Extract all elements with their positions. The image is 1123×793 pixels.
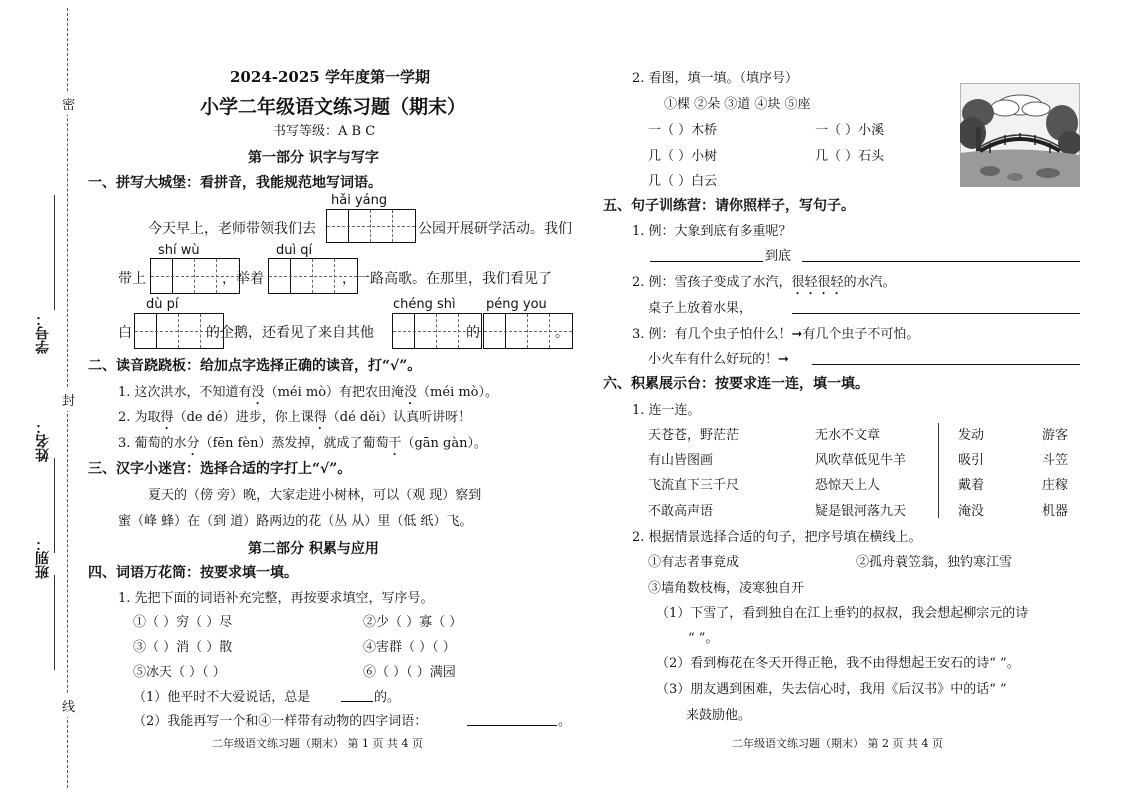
q1-s2a: 带上 (118, 271, 146, 287)
q4-idiom-5[interactable]: ⑤冰天（ ）（ ） (133, 665, 226, 680)
match-left-3[interactable]: 飞流直下三千尺 (648, 478, 740, 493)
q4-fill1-text: （1）他平时不大爱说话，总是 (133, 690, 311, 705)
q4b-fill-tree[interactable]: 几（ ）小树 (648, 149, 718, 164)
q6-sub2: 2. 根据情景选择合适的句子，把序号填在横线上。 (632, 530, 922, 545)
seal-feng: 封 (62, 388, 75, 411)
q2-line1: 1. 这次洪水，不知道有没（méi mò）有把农田淹没（méi mò）。 (118, 385, 499, 400)
q6-situation-3[interactable]: （3）朋友遇到困难，失去信心时，我用《后汉书》中的话“ ” (656, 682, 1007, 697)
q5-fill2-prefix: 桌子上放着水果， (648, 301, 753, 316)
match-mid-2[interactable]: 风吹草低见牛羊 (815, 453, 907, 468)
q6-sub1: 1. 连一连。 (632, 403, 701, 418)
q5-fill1-blank-a[interactable] (650, 261, 763, 262)
q4-idiom-2[interactable]: ②少（ ）寡（ ） (363, 615, 463, 630)
q4b-fill-stream[interactable]: 一（ ）小溪 (815, 123, 885, 138)
q2-title: 二、读音跷跷板：给加点字选择正确的读音，打“√”。 (88, 358, 422, 374)
q4-fill2-blank[interactable] (467, 725, 557, 726)
q5-fill1-blank-b[interactable] (802, 261, 1080, 262)
q5-example3: 3. 例：有几个虫子怕什么！➞有几个虫子不可怕。 (632, 327, 920, 342)
pinyin-dupi: dù pí (146, 297, 179, 312)
q4b-fill-bridge[interactable]: 一（ ）木桥 (648, 123, 718, 138)
q6-option-1: ①有志者事竟成 (648, 555, 740, 570)
q6-situation-2[interactable]: （2）看到梅花在冬天开得正艳，我不由得想起王安石的诗“ ”。 (656, 656, 1020, 671)
match-r1-1[interactable]: 发动 (958, 428, 985, 443)
q5-title: 五、句子训练营：请你照样子，写句子。 (603, 198, 855, 214)
bridge-illustration (960, 83, 1080, 187)
match-left-1[interactable]: 天苍苍，野茫茫 (648, 428, 740, 443)
name-label: 姓名： (35, 420, 51, 462)
q4-idiom-1[interactable]: ①（ ）穷（ ）尽 (133, 615, 233, 630)
q6-title: 六、积累展示台：按要求连一连，填一填。 (603, 376, 869, 392)
q4-idiom-4[interactable]: ④害群（ ）（ ） (363, 640, 456, 655)
pinyin-pengyou: péng you (486, 297, 547, 312)
q3-line1: 夏天的（傍 旁）晚，大家走进小树林，可以（观 现）察到 (148, 488, 482, 503)
q1-s1b: 公园开展研学活动。我们 (418, 221, 572, 237)
student-id-label: 学号： (35, 312, 51, 354)
footer-page1: 二年级语文练习题（期末） 第 1 页 共 4 页 (212, 737, 423, 750)
q6-option-2: ②孤舟蓑笠翁，独钓寒江雪 (856, 555, 1013, 570)
match-r2-2[interactable]: 斗笠 (1042, 453, 1069, 468)
q4b-fill-cloud[interactable]: 几（ ）白云 (648, 174, 718, 189)
pinyin-haiyang: hǎi yáng (331, 193, 388, 208)
exam-title: 小学二年级语文练习题（期末） (200, 96, 467, 118)
match-left-4[interactable]: 不敢高声语 (648, 504, 714, 519)
q5-example1: 1. 例：大象到底有多重呢？ (632, 224, 792, 239)
pinyin-shiwu: shí wù (158, 243, 200, 258)
writing-grade: 书写等级：A B C (273, 124, 376, 139)
q4b-fill-stone[interactable]: 几（ ）石头 (815, 149, 885, 164)
match-r1-4[interactable]: 淹没 (958, 504, 985, 519)
pinyin-duiqi: duì qí (276, 243, 313, 258)
q4-idiom-3[interactable]: ③（ ）消（ ）散 (133, 640, 233, 655)
q1-s3a: 白 (118, 325, 132, 341)
q5-fill3-prefix: 小火车有什么好玩的！➞ (648, 352, 789, 367)
q4-fill2-end: 。 (558, 714, 572, 729)
q4b-options: ①棵 ②朵 ③道 ④块 ⑤座 (664, 97, 811, 112)
student-id-line[interactable] (54, 195, 55, 310)
match-mid-1[interactable]: 无水不文章 (815, 428, 881, 443)
q4b-title: 2. 看图，填一填。（填序号） (632, 71, 799, 86)
q1-title: 一、拼写大城堡：看拼音，我能规范地写词语。 (88, 175, 382, 191)
q1-s3b: 的企鹅，还看见了来自其他 (206, 325, 374, 341)
q5-example2: 2. 例：雪孩子变成了水汽，很轻很轻的水汽。 (632, 275, 896, 290)
class-line[interactable] (54, 575, 55, 670)
match-mid-4[interactable]: 疑是银河落九天 (815, 504, 907, 519)
exam-year: 2024-2025 学年度第一学期 (230, 68, 430, 86)
match-r2-4[interactable]: 机器 (1042, 504, 1069, 519)
q1-s2c: ，一路高歌。在那里，我们看见了 (342, 271, 552, 287)
name-line[interactable] (54, 458, 55, 553)
pinyin-chengshi: chéng shì (393, 297, 456, 312)
writing-grid-haiyang[interactable] (326, 209, 416, 243)
q5-fill3-blank[interactable] (812, 364, 1080, 365)
q2-line2: 2. 为取得（de dé）进步，你上课得（dé děi）认真听讲呀！ (118, 410, 472, 425)
q4-fill2-text: （2）我能再写一个和④一样带有动物的四字词语： (133, 714, 428, 729)
match-r1-2[interactable]: 吸引 (958, 453, 985, 468)
q4-fill1-end: 的。 (374, 690, 401, 705)
q3-line2: 蜜（峰 蜂）在（到 道）路两边的花（丛 从）里（低 纸）飞。 (118, 514, 473, 529)
q4-idiom-6[interactable]: ⑥（ ）（ ）满园 (363, 665, 456, 680)
q5-fill1-daodi: 到底 (765, 249, 792, 264)
q6-situation-1: （1）下雪了，看到独自在江上垂钓的叔叔，我会想起柳宗元的诗 (656, 606, 1029, 621)
q6-situation-1-blank[interactable]: “ ”。 (688, 631, 719, 646)
q4-title: 四、词语万花筒：按要求填一填。 (88, 565, 298, 581)
part2-heading: 第二部分 积累与应用 (248, 541, 379, 557)
q6-situation-3-end: 来鼓励他。 (686, 708, 752, 723)
q1-s3d: 。 (555, 325, 569, 341)
q3-title: 三、汉字小迷宫：选择合适的字打上“√”。 (88, 461, 352, 477)
match-r2-3[interactable]: 庄稼 (1042, 478, 1069, 493)
q2-line3: 3. 葡萄的水分（fēn fèn）蒸发掉，就成了葡萄干（gān gàn）。 (118, 436, 487, 451)
match-mid-3[interactable]: 恐惊天上人 (815, 478, 881, 493)
match-r2-1[interactable]: 游客 (1042, 428, 1069, 443)
q1-s3c: 的 (466, 325, 480, 341)
part1-heading: 第一部分 识字与写字 (248, 150, 379, 166)
seal-mi: 密 (62, 92, 75, 115)
q4-fill1-blank[interactable] (341, 701, 373, 702)
q4-sub1: 1. 先把下面的词语补充完整，再按要求填空，写序号。 (118, 591, 434, 606)
match-left-2[interactable]: 有山皆图画 (648, 453, 714, 468)
footer-page2: 二年级语文练习题（期末） 第 2 页 共 4 页 (732, 737, 943, 750)
q5-fill2-blank[interactable] (792, 313, 1080, 314)
q1-s2b: ，举着 (222, 271, 264, 287)
class-label: 班别： (35, 537, 51, 579)
seal-xian: 线 (62, 694, 75, 717)
q1-s1a: 今天早上，老师带领我们去 (148, 221, 316, 237)
match-r1-3[interactable]: 戴着 (958, 478, 985, 493)
match-divider (938, 423, 939, 518)
q6-option-3: ③墙角数枝梅，凌寒独自开 (648, 581, 805, 596)
